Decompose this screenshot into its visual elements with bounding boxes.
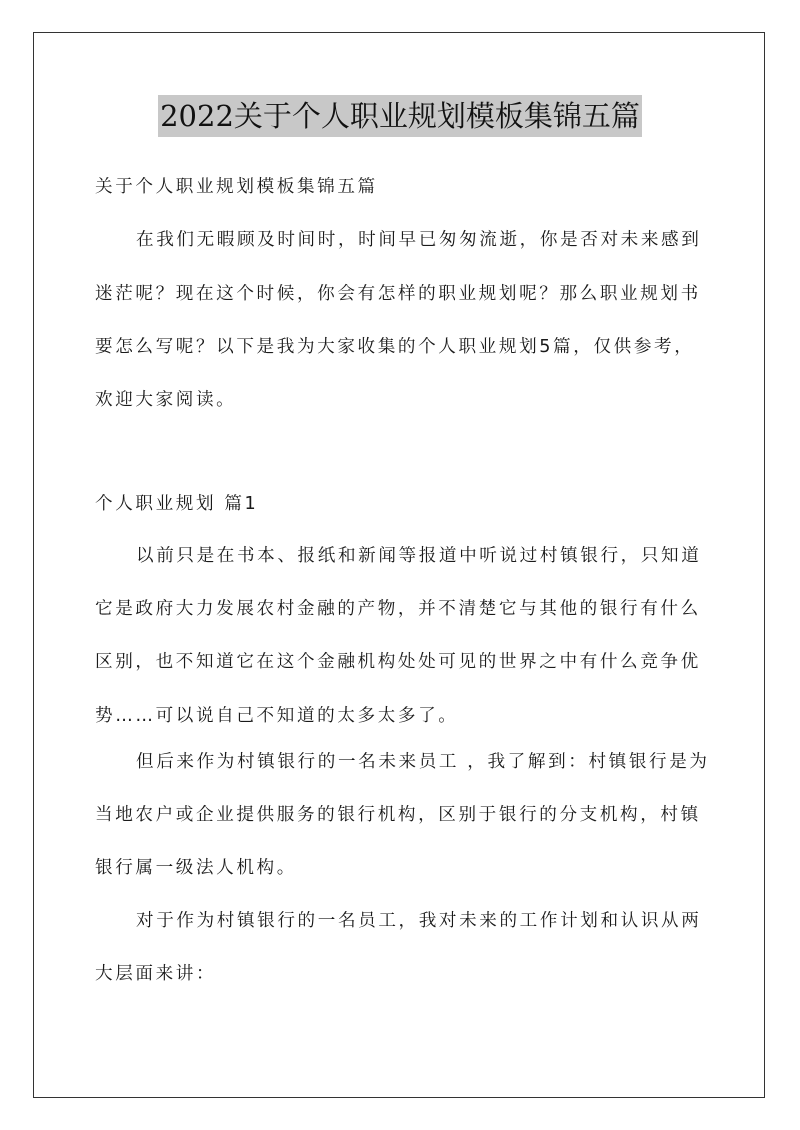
intro-line: 要怎么写呢？以下是我为大家收集的个人职业规划5篇，仅供参考， xyxy=(95,337,695,357)
document-title: 2022关于个人职业规划模板集锦五篇 xyxy=(158,95,642,137)
paragraph-line: 区别，也不知道它在这个金融机构处处可见的世界之中有什么竞争优 xyxy=(95,652,701,672)
paragraph-line: 以前只是在书本、报纸和新闻等报道中听说过村镇银行，只知道 xyxy=(136,546,702,566)
paragraph-line: 对于作为村镇银行的一名员工，我对未来的工作计划和认识从两 xyxy=(136,911,702,931)
intro-line: 迷茫呢？现在这个时候，你会有怎样的职业规划呢？那么职业规划书 xyxy=(95,284,701,304)
intro-line: 欢迎大家阅读。 xyxy=(95,390,237,410)
paragraph-line: 势……可以说自己不知道的太多太多了。 xyxy=(95,706,459,726)
paragraph-line: 银行属一级法人机构。 xyxy=(95,858,297,878)
paragraph-line: 当地农户或企业提供服务的银行机构，区别于银行的分支机构，村镇 xyxy=(95,805,701,825)
paragraph-line: 它是政府大力发展农村金融的产物，并不清楚它与其他的银行有什么 xyxy=(95,599,701,619)
section-heading: 个人职业规划 篇1 xyxy=(95,494,259,514)
paragraph-line: 但后来作为村镇银行的一名未来员工 ，我了解到：村镇银行是为 xyxy=(136,752,710,772)
title-container xyxy=(0,95,800,137)
intro-line: 在我们无暇顾及时间时，时间早已匆匆流逝，你是否对未来感到 xyxy=(136,230,702,250)
subtitle: 关于个人职业规划模板集锦五篇 xyxy=(95,177,378,197)
paragraph-line: 大层面来讲： xyxy=(95,964,217,984)
